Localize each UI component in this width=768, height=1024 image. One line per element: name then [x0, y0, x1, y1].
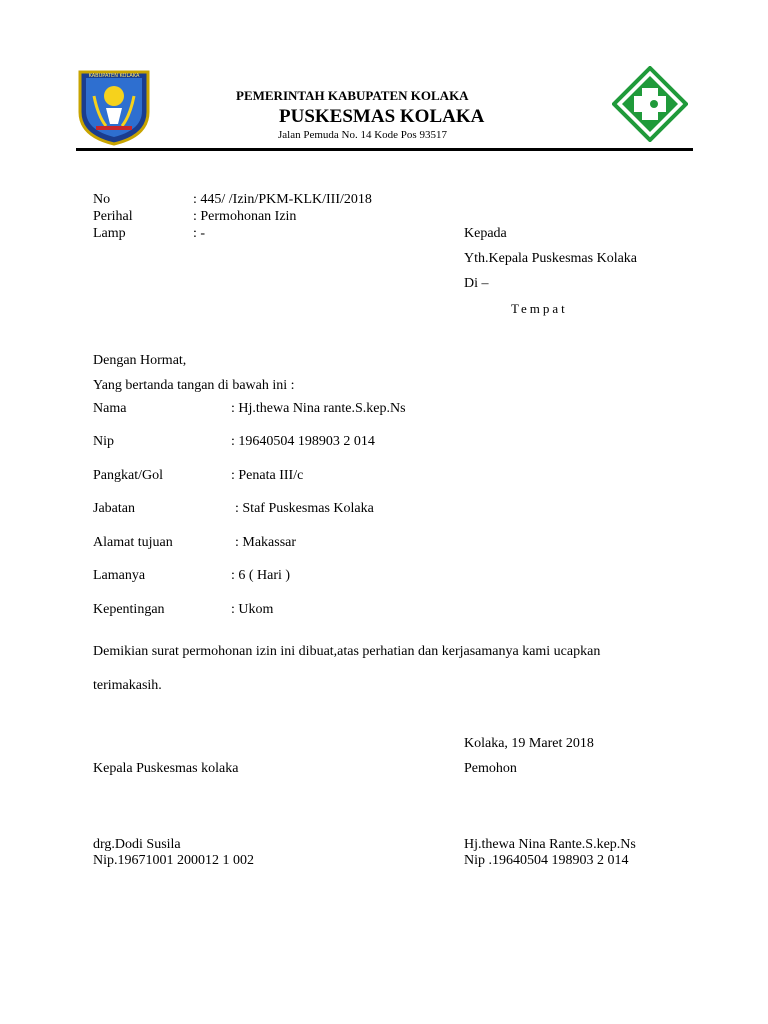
field-value: : Staf Puskesmas Kolaka: [235, 501, 374, 516]
perihal-label: Perihal: [93, 209, 133, 224]
right-signatory-nip: Nip .19640504 198903 2 014: [464, 853, 629, 868]
institution-address: Jalan Pemuda No. 14 Kode Pos 93517: [278, 129, 447, 141]
lamp-value: : -: [193, 226, 206, 241]
closing-paragraph-line2: terimakasih.: [93, 678, 162, 693]
field-label: Jabatan: [93, 501, 135, 516]
field-value: : Makassar: [235, 535, 297, 550]
perihal-value: : Permohonan Izin: [193, 209, 297, 224]
field-label: Alamat tujuan: [93, 535, 173, 550]
field-label: Nama: [93, 401, 127, 416]
puskesmas-logo: [612, 66, 688, 142]
field-label: Pangkat/Gol: [93, 468, 163, 483]
emblem-text: KABUPATEN KOLAKA: [88, 73, 140, 79]
recipient-kepada: Kepada: [464, 226, 507, 241]
lamp-label: Lamp: [93, 226, 126, 241]
closing-paragraph-line1: Demikian surat permohonan izin ini dibuat,atas perhatian dan kerjasamanya kami ucapkan: [93, 644, 601, 659]
field-label: Lamanya: [93, 568, 146, 583]
recipient-di: Di –: [464, 276, 489, 291]
field-value: : Penata III/c: [231, 468, 304, 483]
government-title: PEMERINTAH KABUPATEN KOLAKA: [236, 88, 469, 103]
left-signatory-name: drg.Dodi Susila: [93, 837, 181, 852]
field-value: : 19640504 198903 2 014: [231, 434, 375, 449]
kolaka-emblem-logo: [76, 66, 152, 146]
no-label: No: [93, 192, 111, 207]
right-signatory-name: Hj.thewa Nina Rante.S.kep.Ns: [464, 837, 636, 852]
intro-line: Yang bertanda tangan di bawah ini :: [93, 378, 295, 393]
field-value: : 6 ( Hari ): [231, 568, 291, 583]
field-label: Kepentingan: [93, 602, 165, 617]
right-signatory-title: Pemohon: [464, 761, 517, 776]
field-value: : Ukom: [231, 602, 274, 617]
header-divider: [76, 148, 693, 151]
place-date: Kolaka, 19 Maret 2018: [464, 736, 594, 751]
recipient-yth: Yth.Kepala Puskesmas Kolaka: [464, 251, 638, 266]
field-value: : Hj.thewa Nina rante.S.kep.Ns: [231, 401, 406, 416]
left-signatory-title: Kepala Puskesmas kolaka: [93, 761, 239, 776]
institution-title: PUSKESMAS KOLAKA: [279, 106, 485, 127]
greeting: Dengan Hormat,: [93, 353, 187, 368]
field-label: Nip: [93, 434, 114, 449]
recipient-tempat: Tempat: [511, 301, 568, 316]
no-value: : 445/ /Izin/PKM-KLK/III/2018: [193, 192, 372, 207]
left-signatory-nip: Nip.19671001 200012 1 002: [93, 853, 254, 868]
